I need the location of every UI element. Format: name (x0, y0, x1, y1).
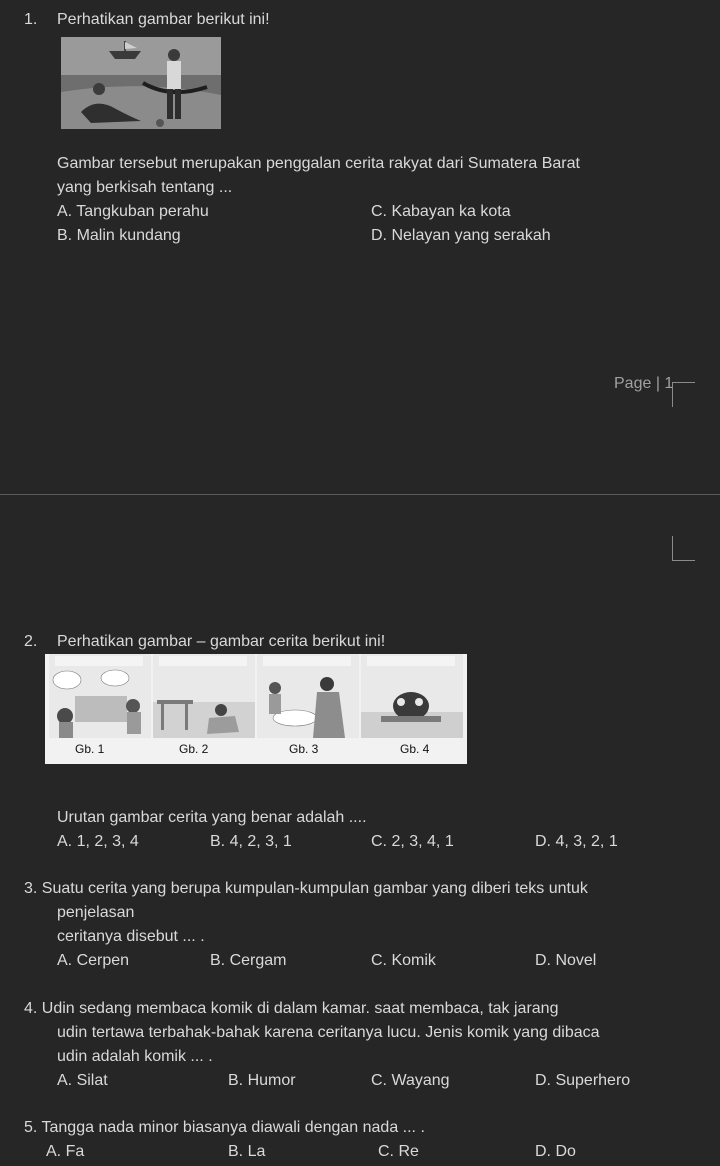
story-panel-1 (49, 654, 151, 738)
crop-mark-bottom (672, 536, 695, 561)
q2-prompt: Perhatikan gambar – gambar cerita berikut ini! (57, 633, 386, 650)
q4-line2: udin tertawa terbahak-bahak karena ceritanya lucu. Jenis komik yang dibaca (57, 1024, 600, 1041)
panel-2-scene (153, 654, 255, 738)
caption-gb4: Gb. 4 (400, 742, 430, 756)
panel-4-caption-box (367, 656, 455, 666)
story-panel-2 (153, 654, 255, 738)
q3-line2: penjelasan (57, 904, 135, 921)
q1-option-d[interactable]: D. Nelayan yang serakah (371, 227, 551, 244)
q3-option-b[interactable]: B. Cergam (210, 952, 287, 969)
illustration-scene (61, 37, 221, 129)
q1-option-a[interactable]: A. Tangkuban perahu (57, 203, 209, 220)
story-sequence-picture (45, 654, 467, 764)
q2-question: Urutan gambar cerita yang benar adalah .... (57, 809, 367, 826)
q5-option-d[interactable]: D. Do (535, 1143, 576, 1160)
q2-number: 2. (24, 633, 38, 650)
page-divider (0, 494, 720, 495)
q4-option-a[interactable]: A. Silat (57, 1072, 108, 1089)
q4-line1: 4. Udin sedang membaca komik di dalam kamar. saat membaca, tak jarang (24, 1000, 559, 1017)
q1-number: 1. (24, 11, 38, 28)
panel-3-caption-box (263, 656, 351, 666)
malin-kundang-illustration (61, 37, 221, 129)
q3-option-c[interactable]: C. Komik (371, 952, 436, 969)
q5-option-c[interactable]: C. Re (378, 1143, 419, 1160)
q2-option-c[interactable]: C. 2, 3, 4, 1 (371, 833, 454, 850)
page-number: Page | 1 (614, 375, 674, 392)
caption-gb1: Gb. 1 (75, 742, 105, 756)
q5-option-b[interactable]: B. La (228, 1143, 266, 1160)
q2-option-a[interactable]: A. 1, 2, 3, 4 (57, 833, 139, 850)
q1-text-line1: Gambar tersebut merupakan penggalan cerita rakyat dari Sumatera Barat (57, 155, 580, 172)
q1-option-b[interactable]: B. Malin kundang (57, 227, 181, 244)
story-panel-3 (257, 654, 359, 738)
q1-prompt: Perhatikan gambar berikut ini! (57, 11, 270, 28)
caption-gb2: Gb. 2 (179, 742, 209, 756)
q4-option-d[interactable]: D. Superhero (535, 1072, 631, 1089)
crop-mark-top (672, 382, 695, 407)
q4-option-b[interactable]: B. Humor (228, 1072, 296, 1089)
q4-option-c[interactable]: C. Wayang (371, 1072, 450, 1089)
panel-3-scene (257, 654, 359, 738)
q3-line3: ceritanya disebut ... . (57, 928, 205, 945)
q3-line1: 3. Suatu cerita yang berupa kumpulan-kumpulan gambar yang diberi teks untuk (24, 880, 588, 897)
panel-1-caption-box (55, 656, 143, 666)
q3-option-d[interactable]: D. Novel (535, 952, 597, 969)
story-panel-4 (361, 654, 463, 738)
q2-option-b[interactable]: B. 4, 2, 3, 1 (210, 833, 292, 850)
q1-text-line2: yang berkisah tentang ... (57, 179, 233, 196)
panel-4-scene (361, 654, 463, 738)
q2-option-d[interactable]: D. 4, 3, 2, 1 (535, 833, 618, 850)
q1-option-c[interactable]: C. Kabayan ka kota (371, 203, 511, 220)
panel-1-scene (49, 654, 151, 738)
caption-gb3: Gb. 3 (289, 742, 319, 756)
q5-line1: 5. Tangga nada minor biasanya diawali dengan nada ... . (24, 1119, 425, 1136)
panel-2-caption-box (159, 656, 247, 666)
q3-option-a[interactable]: A. Cerpen (57, 952, 130, 969)
q4-line3: udin adalah komik ... . (57, 1048, 213, 1065)
q5-option-a[interactable]: A. Fa (46, 1143, 85, 1160)
